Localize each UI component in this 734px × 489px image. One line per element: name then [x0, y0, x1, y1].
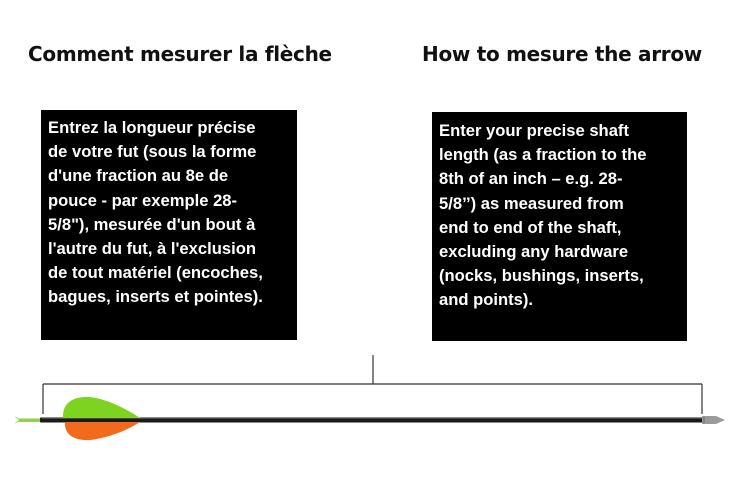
fletching-orange-vane: [65, 422, 140, 440]
french-heading: Comment mesurer la flèche: [28, 42, 332, 66]
french-instruction-line: bagues, inserts et pointes).: [48, 287, 263, 307]
measurement-bracket: [43, 355, 702, 414]
french-instruction-line: d'une fraction au 8e de: [48, 166, 229, 186]
nock-base: [19, 419, 43, 423]
french-instruction-line: Entrez la longueur précise: [48, 118, 256, 137]
french-instruction-line: pouce - par exemple 28-: [48, 190, 238, 210]
fletching-green-vane: [63, 397, 140, 418]
french-instruction-line: de tout matériel (encoches,: [48, 263, 263, 283]
english-instruction-line: excluding any hardware: [439, 242, 629, 262]
french-instruction-line: de votre fut (sous la forme: [48, 142, 257, 162]
english-instruction-line: 8th of an inch – e.g. 28-: [439, 169, 623, 189]
english-instruction-line: (nocks, bushings, inserts,: [439, 266, 644, 286]
english-instruction-line: 5/8’’) as measured from: [439, 193, 624, 213]
english-instruction-line: length (as a fraction to the: [439, 145, 647, 165]
french-instruction-line: l'autre du fut, à l'exclusion: [48, 239, 256, 259]
english-heading: How to mesure the arrow: [422, 42, 702, 66]
french-instruction-line: 5/8"), mesurée d'un bout à: [48, 214, 256, 234]
arrow-point: [702, 416, 725, 424]
english-instruction-line: Enter your precise shaft: [439, 121, 629, 140]
arrow: [14, 397, 725, 440]
english-instruction-line: end to end of the shaft,: [439, 217, 622, 237]
english-instruction-line: and points).: [439, 290, 534, 310]
